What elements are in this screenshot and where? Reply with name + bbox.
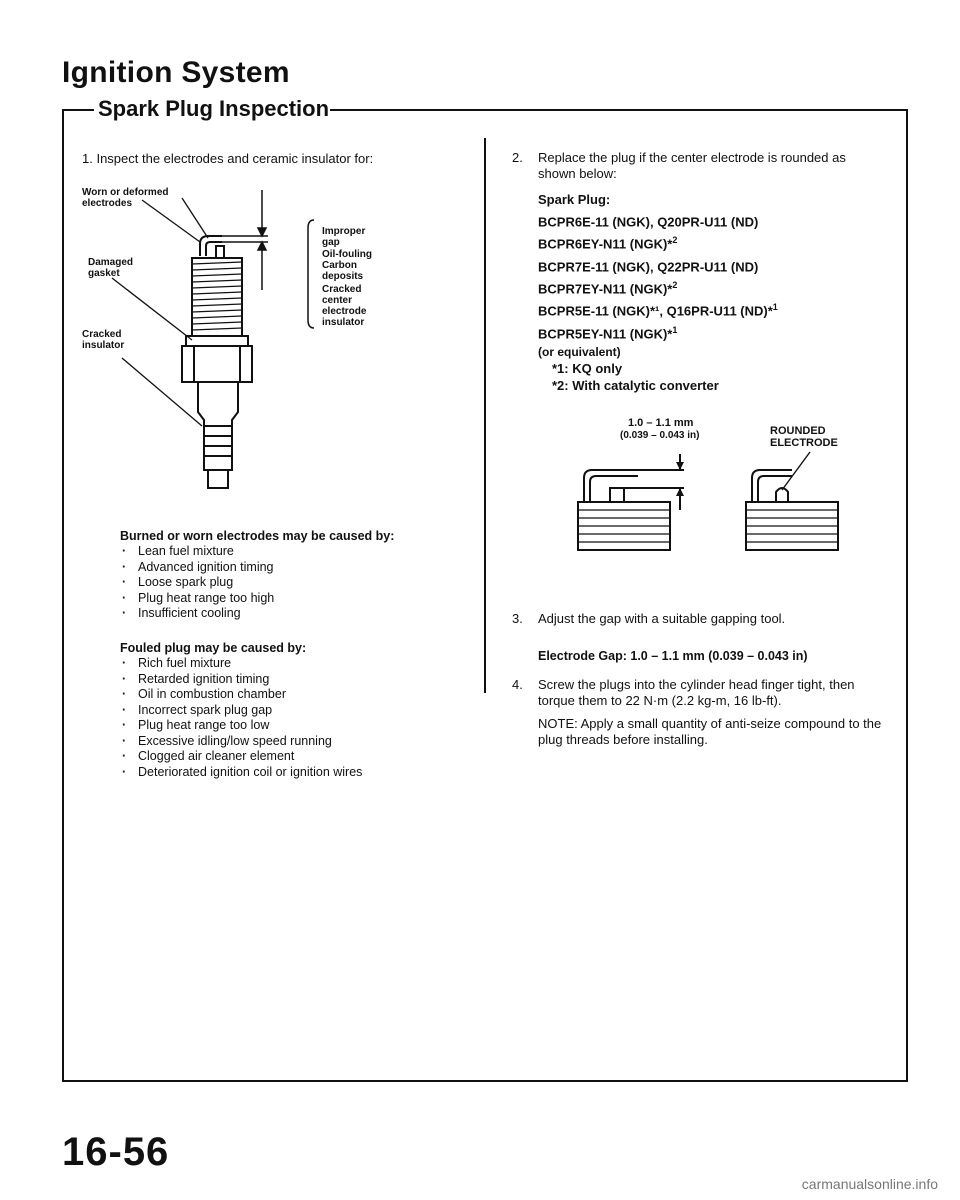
list-item: · Advanced ignition timing xyxy=(120,560,470,576)
plug-item: BCPR5E-11 (NGK)*¹, Q16PR-U11 (ND)*$^1$ xyxy=(538,302,778,319)
list-item: · Plug heat range too low xyxy=(120,718,470,734)
list-item: · Excessive idling/low speed running xyxy=(120,734,470,750)
spark-plug-label: Spark Plug: xyxy=(538,192,611,207)
list-item: · Incorrect spark plug gap xyxy=(120,703,470,719)
note-1: *1: KQ only xyxy=(552,361,623,376)
list-item: · Rich fuel mixture xyxy=(120,656,470,672)
step-3-number: 3. xyxy=(512,611,523,626)
plug-item: BCPR5EY-N11 (NGK)*$^1$ xyxy=(538,324,678,341)
step-1: 1. Inspect the electrodes and ceramic insulator for: xyxy=(82,151,374,166)
list-item: · Retarded ignition timing xyxy=(120,672,470,688)
frame-top-left xyxy=(62,109,94,111)
fouled-heading: Fouled plug may be caused by: xyxy=(120,641,307,655)
list-item: · Plug heat range too high xyxy=(120,591,470,607)
note-2: *2: With catalytic converter xyxy=(552,378,719,393)
label-oil-fouling: Oil-fouling xyxy=(322,249,372,260)
electrode-gap-spec: Electrode Gap: 1.0 – 1.1 mm (0.039 – 0.043 in) xyxy=(538,649,808,663)
list-item: · Clogged air cleaner element xyxy=(120,749,470,765)
electrode-gap-diagram xyxy=(570,450,870,560)
plug-equivalent: (or equivalent) xyxy=(538,344,621,359)
plug-item: BCPR7E-11 (NGK), Q22PR-U11 (ND) xyxy=(538,258,759,274)
label-damaged-gasket: Damaged gasket xyxy=(88,257,134,279)
frame-top-right xyxy=(330,109,908,111)
page-title: Ignition System xyxy=(62,56,290,89)
step-3-text: Adjust the gap with a suitable gapping tool. xyxy=(538,611,786,626)
section-title: Spark Plug Inspection xyxy=(98,96,330,121)
step-2-text: Replace the plug if the center electrode is rounded as shown below: xyxy=(538,150,846,181)
gap-mm-label: 1.0 – 1.1 mm xyxy=(628,417,694,429)
plug-item: BCPR7EY-N11 (NGK)*$^2$ xyxy=(538,279,678,297)
list-item: · Oil in combustion chamber xyxy=(120,687,470,703)
step-4-number: 4. xyxy=(512,677,523,692)
label-worn-electrodes: Worn or deformed electrodes xyxy=(82,187,169,209)
rounded-label-1: ROUNDED xyxy=(770,425,826,437)
plug-item: BCPR6EY-N11 (NGK)*$^2$ xyxy=(538,235,678,252)
step-2-number: 2. xyxy=(512,150,523,165)
label-carbon-deposits: Carbon deposits xyxy=(322,260,364,282)
footer-site: carmanualsonline.info xyxy=(801,1176,938,1192)
gap-in-label: (0.039 – 0.043 in) xyxy=(620,430,700,441)
burned-causes-list xyxy=(120,544,470,622)
column-divider xyxy=(484,138,486,693)
burned-heading: Burned or worn electrodes may be caused by: xyxy=(120,529,395,543)
rounded-label-2: ELECTRODE xyxy=(770,437,838,449)
frame-right xyxy=(906,109,908,1082)
note-text: NOTE: Apply a small quantity of anti-seize compound to the plug threads before installing. xyxy=(538,716,882,747)
plug-list xyxy=(538,209,888,362)
fouled-causes-list xyxy=(120,656,470,780)
label-improper-gap: Improper gap xyxy=(322,226,366,248)
page-number: 16-56 xyxy=(62,1130,170,1174)
plug-item: BCPR6E-11 (NGK), Q20PR-U11 (ND) xyxy=(538,214,759,230)
frame-bottom xyxy=(62,1080,908,1082)
list-item: · Loose spark plug xyxy=(120,575,470,591)
list-item: · Deteriorated ignition coil or ignition wires xyxy=(120,765,470,781)
list-item: · Lean fuel mixture xyxy=(120,544,470,560)
label-cracked-center: Cracked center electrode insulator xyxy=(322,284,367,328)
step-4-text: Screw the plugs into the cylinder head finger tight, then torque them to 22 N·m (2.2 kg-m, 16 lb-ft). xyxy=(538,677,855,708)
label-cracked-insulator: Cracked insulator xyxy=(82,329,125,351)
list-item: · Insufficient cooling xyxy=(120,606,470,622)
frame-left xyxy=(62,109,64,1082)
